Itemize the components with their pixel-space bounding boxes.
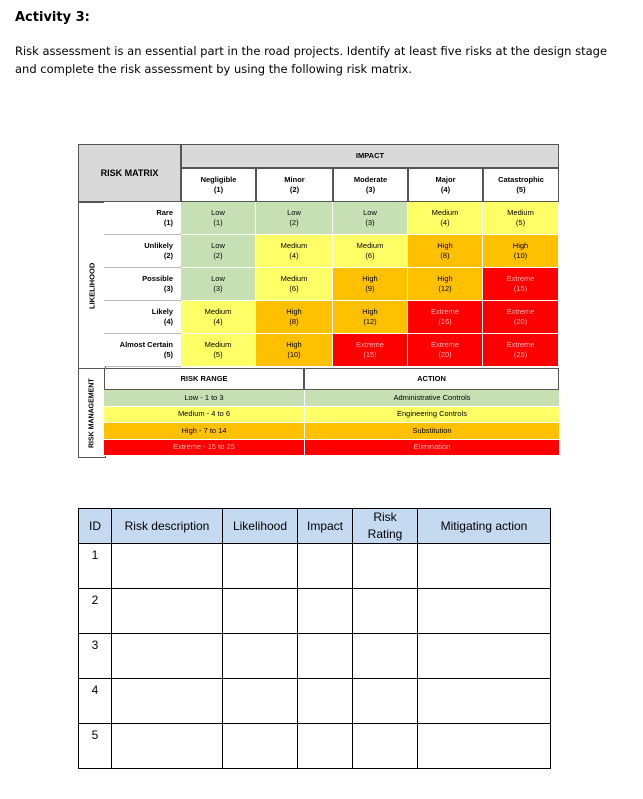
impact-cell[interactable] — [298, 679, 353, 724]
risk-description-cell[interactable] — [112, 679, 223, 724]
matrix-cell-score: (25) — [513, 350, 528, 359]
matrix-cell-4-4 — [408, 301, 483, 334]
risk-action-medium: Engineering Controls — [304, 407, 559, 424]
matrix-cell-label: Medium — [507, 208, 534, 217]
impact-cell[interactable] — [298, 544, 353, 589]
matrix-cell-1-4 — [408, 202, 483, 235]
risk-rating-cell[interactable] — [353, 589, 418, 634]
risk-range-extreme: Extreme - 15 to 25 — [104, 440, 304, 457]
matrix-cell-score: (3) — [365, 218, 375, 227]
risk-range-low: Low - 1 to 3 — [104, 390, 304, 407]
assessment-row — [79, 589, 551, 634]
likelihood-row-name: Possible — [142, 274, 173, 283]
matrix-cell-score: (10) — [513, 251, 528, 260]
likelihood-cell[interactable] — [223, 589, 298, 634]
matrix-cell-score: (8) — [289, 317, 299, 326]
risk-description-cell[interactable] — [112, 724, 223, 769]
risk-matrix — [78, 144, 559, 456]
matrix-cell-label: Medium — [356, 241, 384, 250]
assessment-header-row — [79, 509, 551, 544]
matrix-cell-3-1 — [181, 268, 256, 301]
risk-range-medium: Medium - 4 to 6 — [104, 407, 304, 424]
assessment-row — [79, 544, 551, 589]
impact-cell[interactable] — [298, 724, 353, 769]
row-id: 2 — [79, 589, 112, 634]
risk-management-label: RISK MANAGEMENT — [78, 368, 106, 458]
row-id: 1 — [79, 544, 112, 589]
assessment-row — [79, 679, 551, 724]
matrix-cell-score: (5) — [515, 218, 526, 227]
impact-col-score: (2) — [289, 185, 300, 194]
matrix-cell-label: Extreme — [356, 340, 384, 349]
matrix-cell-5-1 — [181, 334, 256, 367]
matrix-cell-label: Medium — [204, 340, 232, 349]
matrix-cell-4-1 — [181, 301, 256, 334]
impact-col-score: (5) — [516, 185, 526, 194]
matrix-cell-3-2 — [256, 268, 333, 301]
matrix-cell-score: (5) — [213, 350, 223, 359]
matrix-cell-score: (4) — [289, 251, 299, 260]
likelihood-row-rare — [104, 202, 181, 235]
col-risk-description: Risk description — [112, 509, 223, 544]
likelihood-cell[interactable] — [223, 544, 298, 589]
likelihood-row-name: Likely — [151, 307, 173, 316]
likelihood-row-almost-certain — [104, 334, 181, 367]
matrix-cell-label: High — [286, 307, 302, 316]
impact-col-minor — [256, 168, 333, 202]
mitigating-action-cell[interactable] — [418, 544, 551, 589]
matrix-cell-1-5 — [483, 202, 559, 235]
matrix-cell-1-2 — [256, 202, 333, 235]
likelihood-cell[interactable] — [223, 724, 298, 769]
matrix-cell-label: Medium — [280, 274, 308, 283]
matrix-cell-label: Medium — [280, 241, 308, 250]
matrix-cell-4-3 — [333, 301, 408, 334]
matrix-cell-5-3 — [333, 334, 408, 367]
matrix-cell-label: Extreme — [431, 340, 459, 349]
likelihood-row-likely — [104, 301, 181, 334]
col-mitigating-action: Mitigating action — [418, 509, 551, 544]
matrix-cell-2-5 — [483, 235, 559, 268]
likelihood-row-score: (3) — [163, 284, 173, 293]
likelihood-row-name: Almost Certain — [119, 340, 173, 349]
likelihood-row-score: (2) — [163, 251, 173, 260]
matrix-cell-5-4 — [408, 334, 483, 367]
matrix-cell-5-5 — [483, 334, 559, 367]
matrix-cell-score: (12) — [363, 317, 377, 326]
matrix-cell-label: High — [362, 274, 378, 283]
matrix-cell-score: (1) — [213, 218, 223, 227]
risk-description-cell[interactable] — [112, 544, 223, 589]
impact-col-score: (4) — [440, 185, 451, 194]
matrix-cell-label: High — [437, 241, 453, 250]
impact-header: IMPACT — [181, 144, 559, 168]
matrix-cell-3-3 — [333, 268, 408, 301]
matrix-cell-label: High — [512, 241, 529, 250]
matrix-cell-3-4 — [408, 268, 483, 301]
col-likelihood: Likelihood — [223, 509, 298, 544]
col-impact: Impact — [298, 509, 353, 544]
likelihood-row-score: (1) — [163, 218, 173, 227]
impact-col-moderate — [333, 168, 408, 202]
matrix-cell-label: Medium — [431, 208, 459, 217]
matrix-cell-4-5 — [483, 301, 559, 334]
impact-col-score: (3) — [365, 185, 376, 194]
risk-matrix-title: RISK MATRIX — [78, 144, 181, 202]
col-id: ID — [79, 509, 112, 544]
risk-rating-cell[interactable] — [353, 679, 418, 724]
risk-rating-cell[interactable] — [353, 634, 418, 679]
likelihood-label: LIKELIHOOD — [78, 202, 106, 370]
risk-description-cell[interactable] — [112, 589, 223, 634]
risk-action-high: Substitution — [304, 423, 559, 440]
impact-col-name: Moderate — [353, 175, 388, 184]
matrix-cell-score: (3) — [213, 284, 223, 293]
impact-col-score: (1) — [213, 185, 224, 194]
action-header: ACTION — [304, 368, 559, 390]
matrix-cell-3-5 — [483, 268, 559, 301]
intro-paragraph: Risk assessment is an essential part in the road projects. Identify at least five risks at the design stage and complete the risk assessment by using the following risk matrix. — [15, 44, 608, 76]
likelihood-row-possible — [104, 268, 181, 301]
likelihood-row-name: Rare — [156, 208, 173, 217]
matrix-cell-label: Extreme — [431, 307, 459, 316]
mitigating-action-cell[interactable] — [418, 724, 551, 769]
likelihood-cell[interactable] — [223, 679, 298, 724]
matrix-cell-score: (16) — [438, 317, 452, 326]
risk-rating-cell[interactable] — [353, 724, 418, 769]
mitigating-action-cell[interactable] — [418, 589, 551, 634]
likelihood-cell[interactable] — [223, 634, 298, 679]
mitigating-action-cell[interactable] — [418, 679, 551, 724]
row-id: 5 — [79, 724, 112, 769]
matrix-cell-score: (6) — [289, 284, 299, 293]
likelihood-row-score: (4) — [163, 317, 173, 326]
matrix-cell-score: (2) — [289, 218, 299, 227]
matrix-cell-label: Low — [363, 208, 377, 217]
impact-col-name: Catastrophic — [498, 175, 544, 184]
likelihood-row-score: (5) — [163, 350, 173, 359]
impact-col-name: Negligible — [200, 175, 237, 184]
matrix-cell-label: Extreme — [506, 307, 535, 316]
matrix-cell-label: High — [286, 340, 302, 349]
matrix-cell-2-2 — [256, 235, 333, 268]
matrix-cell-score: (12) — [438, 284, 452, 293]
matrix-cell-2-1 — [181, 235, 256, 268]
matrix-cell-label: High — [362, 307, 378, 316]
risk-action-extreme: Elimination — [304, 440, 559, 457]
impact-cell[interactable] — [298, 589, 353, 634]
matrix-cell-score: (15) — [513, 284, 528, 293]
matrix-cell-4-2 — [256, 301, 333, 334]
impact-col-catastrophic — [483, 168, 559, 202]
matrix-cell-label: Low — [287, 208, 301, 217]
matrix-cell-score: (4) — [440, 218, 450, 227]
matrix-cell-label: Extreme — [506, 340, 535, 349]
matrix-cell-label: High — [437, 274, 453, 283]
matrix-cell-score: (4) — [213, 317, 223, 326]
risk-action-low: Administrative Controls — [304, 390, 559, 407]
matrix-cell-label: Extreme — [506, 274, 535, 283]
impact-col-major — [408, 168, 483, 202]
matrix-cell-1-3 — [333, 202, 408, 235]
matrix-cell-label: Medium — [204, 307, 232, 316]
assessment-row — [79, 724, 551, 769]
matrix-cell-score: (10) — [287, 350, 301, 359]
matrix-cell-label: Low — [211, 274, 225, 283]
impact-col-name: Minor — [284, 175, 305, 184]
row-id: 3 — [79, 634, 112, 679]
risk-rating-cell[interactable] — [353, 544, 418, 589]
mitigating-action-cell[interactable] — [418, 634, 551, 679]
matrix-cell-score: (6) — [365, 251, 375, 260]
col-risk-rating: Risk Rating — [353, 509, 418, 544]
matrix-cell-label: Low — [211, 241, 225, 250]
risk-range-header: RISK RANGE — [104, 368, 304, 390]
risk-range-high: High - 7 to 14 — [104, 423, 304, 440]
matrix-cell-score: (15) — [363, 350, 377, 359]
risk-assessment-table — [78, 508, 551, 769]
impact-col-name: Major — [435, 175, 456, 184]
impact-col-negligible — [181, 168, 256, 202]
impact-cell[interactable] — [298, 634, 353, 679]
likelihood-row-unlikely — [104, 235, 181, 268]
assessment-row — [79, 634, 551, 679]
matrix-cell-score: (20) — [438, 350, 452, 359]
matrix-cell-score: (8) — [440, 251, 450, 260]
matrix-cell-2-3 — [333, 235, 408, 268]
matrix-cell-score: (20) — [513, 317, 528, 326]
matrix-cell-score: (9) — [365, 284, 375, 293]
row-id: 4 — [79, 679, 112, 724]
matrix-cell-2-4 — [408, 235, 483, 268]
likelihood-row-name: Unlikely — [144, 241, 173, 250]
matrix-cell-5-2 — [256, 334, 333, 367]
risk-description-cell[interactable] — [112, 634, 223, 679]
matrix-cell-score: (2) — [213, 251, 223, 260]
activity-heading: Activity 3: — [15, 10, 90, 25]
matrix-cell-label: Low — [211, 208, 225, 217]
matrix-cell-1-1 — [181, 202, 256, 235]
